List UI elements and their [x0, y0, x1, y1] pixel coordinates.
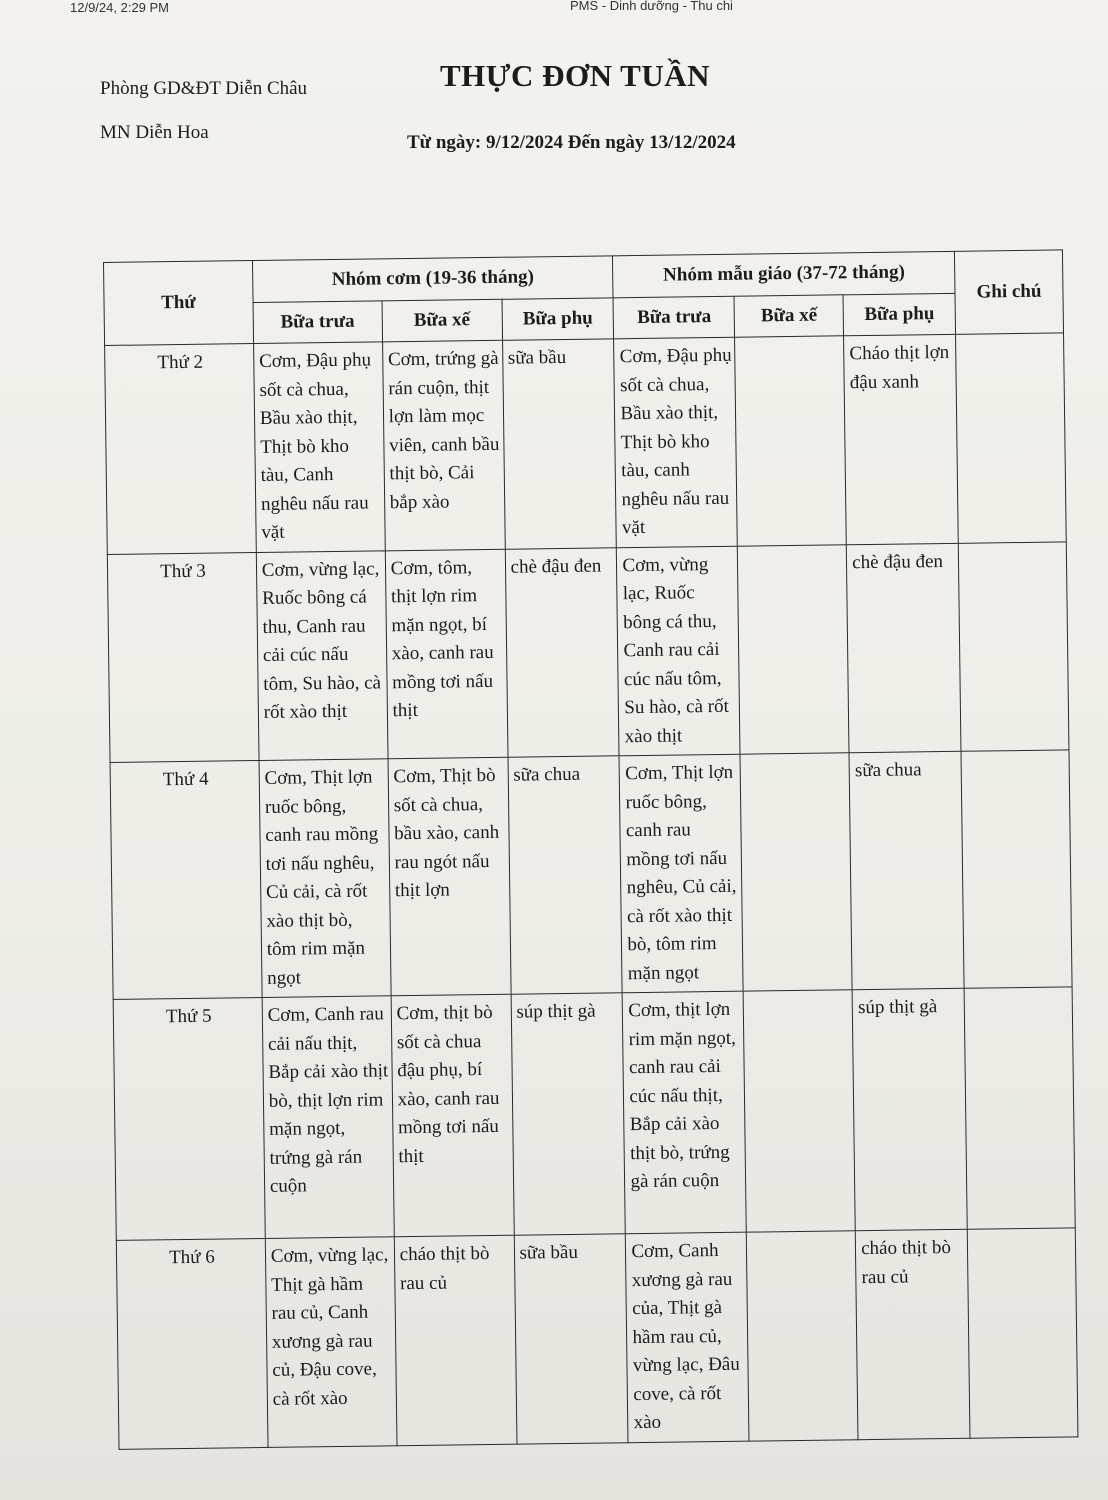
cell-g2-afternoon [743, 990, 855, 1232]
cell-g1-afternoon: Cơm, trứng gà rán cuộn, thịt lợn làm mọc viên, canh bầu thịt bò, Cải bắp xào [382, 340, 505, 550]
weekly-menu-table [103, 249, 1078, 1449]
cell-day: Thứ 5 [113, 997, 265, 1240]
browser-print-header [0, 0, 1108, 18]
header-g2-afternoon: Bữa xế [734, 294, 843, 337]
cell-note [961, 750, 1072, 988]
table-row [105, 333, 1067, 554]
cell-g1-lunch: Cơm, vừng lạc, Ruốc bông cá thu, Canh rau cải cúc nấu tôm, Su hào, cà rốt xào thịt [256, 550, 388, 760]
cell-g2-afternoon [740, 753, 852, 991]
cell-g1-snack: súp thịt gà [511, 993, 626, 1235]
cell-g1-afternoon: cháo thịt bò rau củ [394, 1235, 517, 1446]
cell-g2-afternoon [735, 336, 847, 546]
cell-g1-lunch: Cơm, Đậu phụ sốt cà chua, Bầu xào thịt, Thịt bò kho tàu, Canh nghêu nấu rau vặt [253, 342, 385, 552]
cell-note [964, 987, 1075, 1229]
document-title: THỰC ĐƠN TUẦN [440, 58, 711, 93]
date-range: Từ ngày: 9/12/2024 Đến ngày 13/12/2024 [407, 132, 736, 153]
cell-note [958, 541, 1069, 751]
header-g2-snack: Bữa phụ [843, 293, 955, 336]
cell-g2-snack: sữa chua [849, 751, 964, 989]
header-g1-lunch: Bữa trưa [253, 300, 382, 343]
school-name: MN Diễn Hoa [100, 122, 209, 143]
cell-g2-lunch: Cơm, Canh xương gà rau của, Thịt gà hầm rau củ, vừng lạc, Đâu cove, cà rốt xào [626, 1232, 750, 1443]
header-group-rice: Nhóm cơm (19-36 tháng) [252, 256, 613, 302]
cell-g2-lunch: Cơm, Đậu phụ sốt cà chua, Bầu xào thịt, Thịt bò kho tàu, canh nghêu nấu rau vặt [614, 337, 738, 547]
cell-g1-afternoon: Cơm, tôm, thịt lợn rim mặn ngọt, bí xào, canh rau mồng tơi nấu thịt [385, 549, 508, 759]
cell-g2-lunch: Cơm, Thịt lợn ruốc bông, canh rau mồng tơi nấu nghêu, Củ cải, cà rốt xào thịt bò, tôm rim mặn ngọt [619, 754, 743, 993]
cell-g2-lunch: Cơm, thịt lợn rim mặn ngọt, canh rau cải cúc nấu thịt, Bắp cải xào thịt bò, trứng gà rán cuộn [623, 991, 747, 1234]
cell-g2-snack: Cháo thịt lợn đậu xanh [844, 334, 959, 544]
cell-day: Thứ 4 [110, 761, 262, 1000]
cell-g2-afternoon [738, 544, 850, 754]
table-row [110, 750, 1072, 1000]
header-day: Thứ [104, 261, 254, 346]
cell-g1-lunch: Cơm, Thịt lợn ruốc bông, canh rau mồng tơi nấu nghêu, Củ cải, cà rốt xào thịt bò, tôm rim mặn ngọt [259, 759, 391, 998]
header-g2-lunch: Bữa trưa [613, 296, 734, 339]
cell-g1-snack: sữa bầu [514, 1234, 629, 1444]
cell-day: Thứ 6 [116, 1238, 268, 1449]
cell-g2-snack: cháo thịt bò rau củ [855, 1229, 970, 1439]
cell-g1-snack: sữa bầu [502, 339, 617, 549]
cell-g1-lunch: Cơm, Canh rau cải nấu thịt, Bắp cải xào thịt bò, thịt lợn rim mặn ngọt, trứng gà rán cuộn [262, 996, 394, 1239]
table-row [113, 987, 1075, 1241]
table-row [107, 541, 1069, 762]
cell-day: Thứ 3 [107, 552, 259, 762]
cell-g1-snack: chè đậu đen [505, 547, 620, 757]
cell-day: Thứ 2 [105, 344, 257, 554]
header-note: Ghi chú [955, 250, 1064, 334]
cell-g2-snack: chè đậu đen [846, 543, 961, 753]
cell-g2-snack: súp thịt gà [852, 988, 967, 1230]
cell-g1-afternoon: Cơm, thịt bò sốt cà chua đậu phụ, bí xào, canh rau mồng tơi nấu thịt [391, 994, 514, 1237]
print-page-title: PMS - Dinh dưỡng - Thu chi [570, 0, 733, 13]
cell-g2-lunch: Cơm, vừng lạc, Ruốc bông cá thu, Canh rau cải cúc nấu tôm, Su hào, cà rốt xào thịt [617, 546, 741, 756]
cell-g2-afternoon [747, 1231, 859, 1441]
header-g1-afternoon: Bữa xế [382, 299, 502, 342]
cell-g1-afternoon: Cơm, Thịt bò sốt cà chua, bầu xào, canh rau ngót nấu thịt lợn [388, 757, 511, 996]
header-g1-snack: Bữa phụ [502, 297, 614, 340]
cell-note [956, 333, 1067, 543]
cell-g1-lunch: Cơm, vừng lạc, Thịt gà hầm rau củ, Canh xương gà rau củ, Đậu cove, cà rốt xào [265, 1237, 397, 1448]
cell-note [967, 1228, 1078, 1438]
print-datetime: 12/9/24, 2:29 PM [70, 0, 170, 15]
cell-g1-snack: sữa chua [508, 756, 623, 994]
header-group-preschool: Nhóm mẫu giáo (37-72 tháng) [613, 251, 955, 297]
table-row [116, 1228, 1078, 1450]
agency-name: Phòng GD&ĐT Diễn Châu [100, 78, 308, 99]
